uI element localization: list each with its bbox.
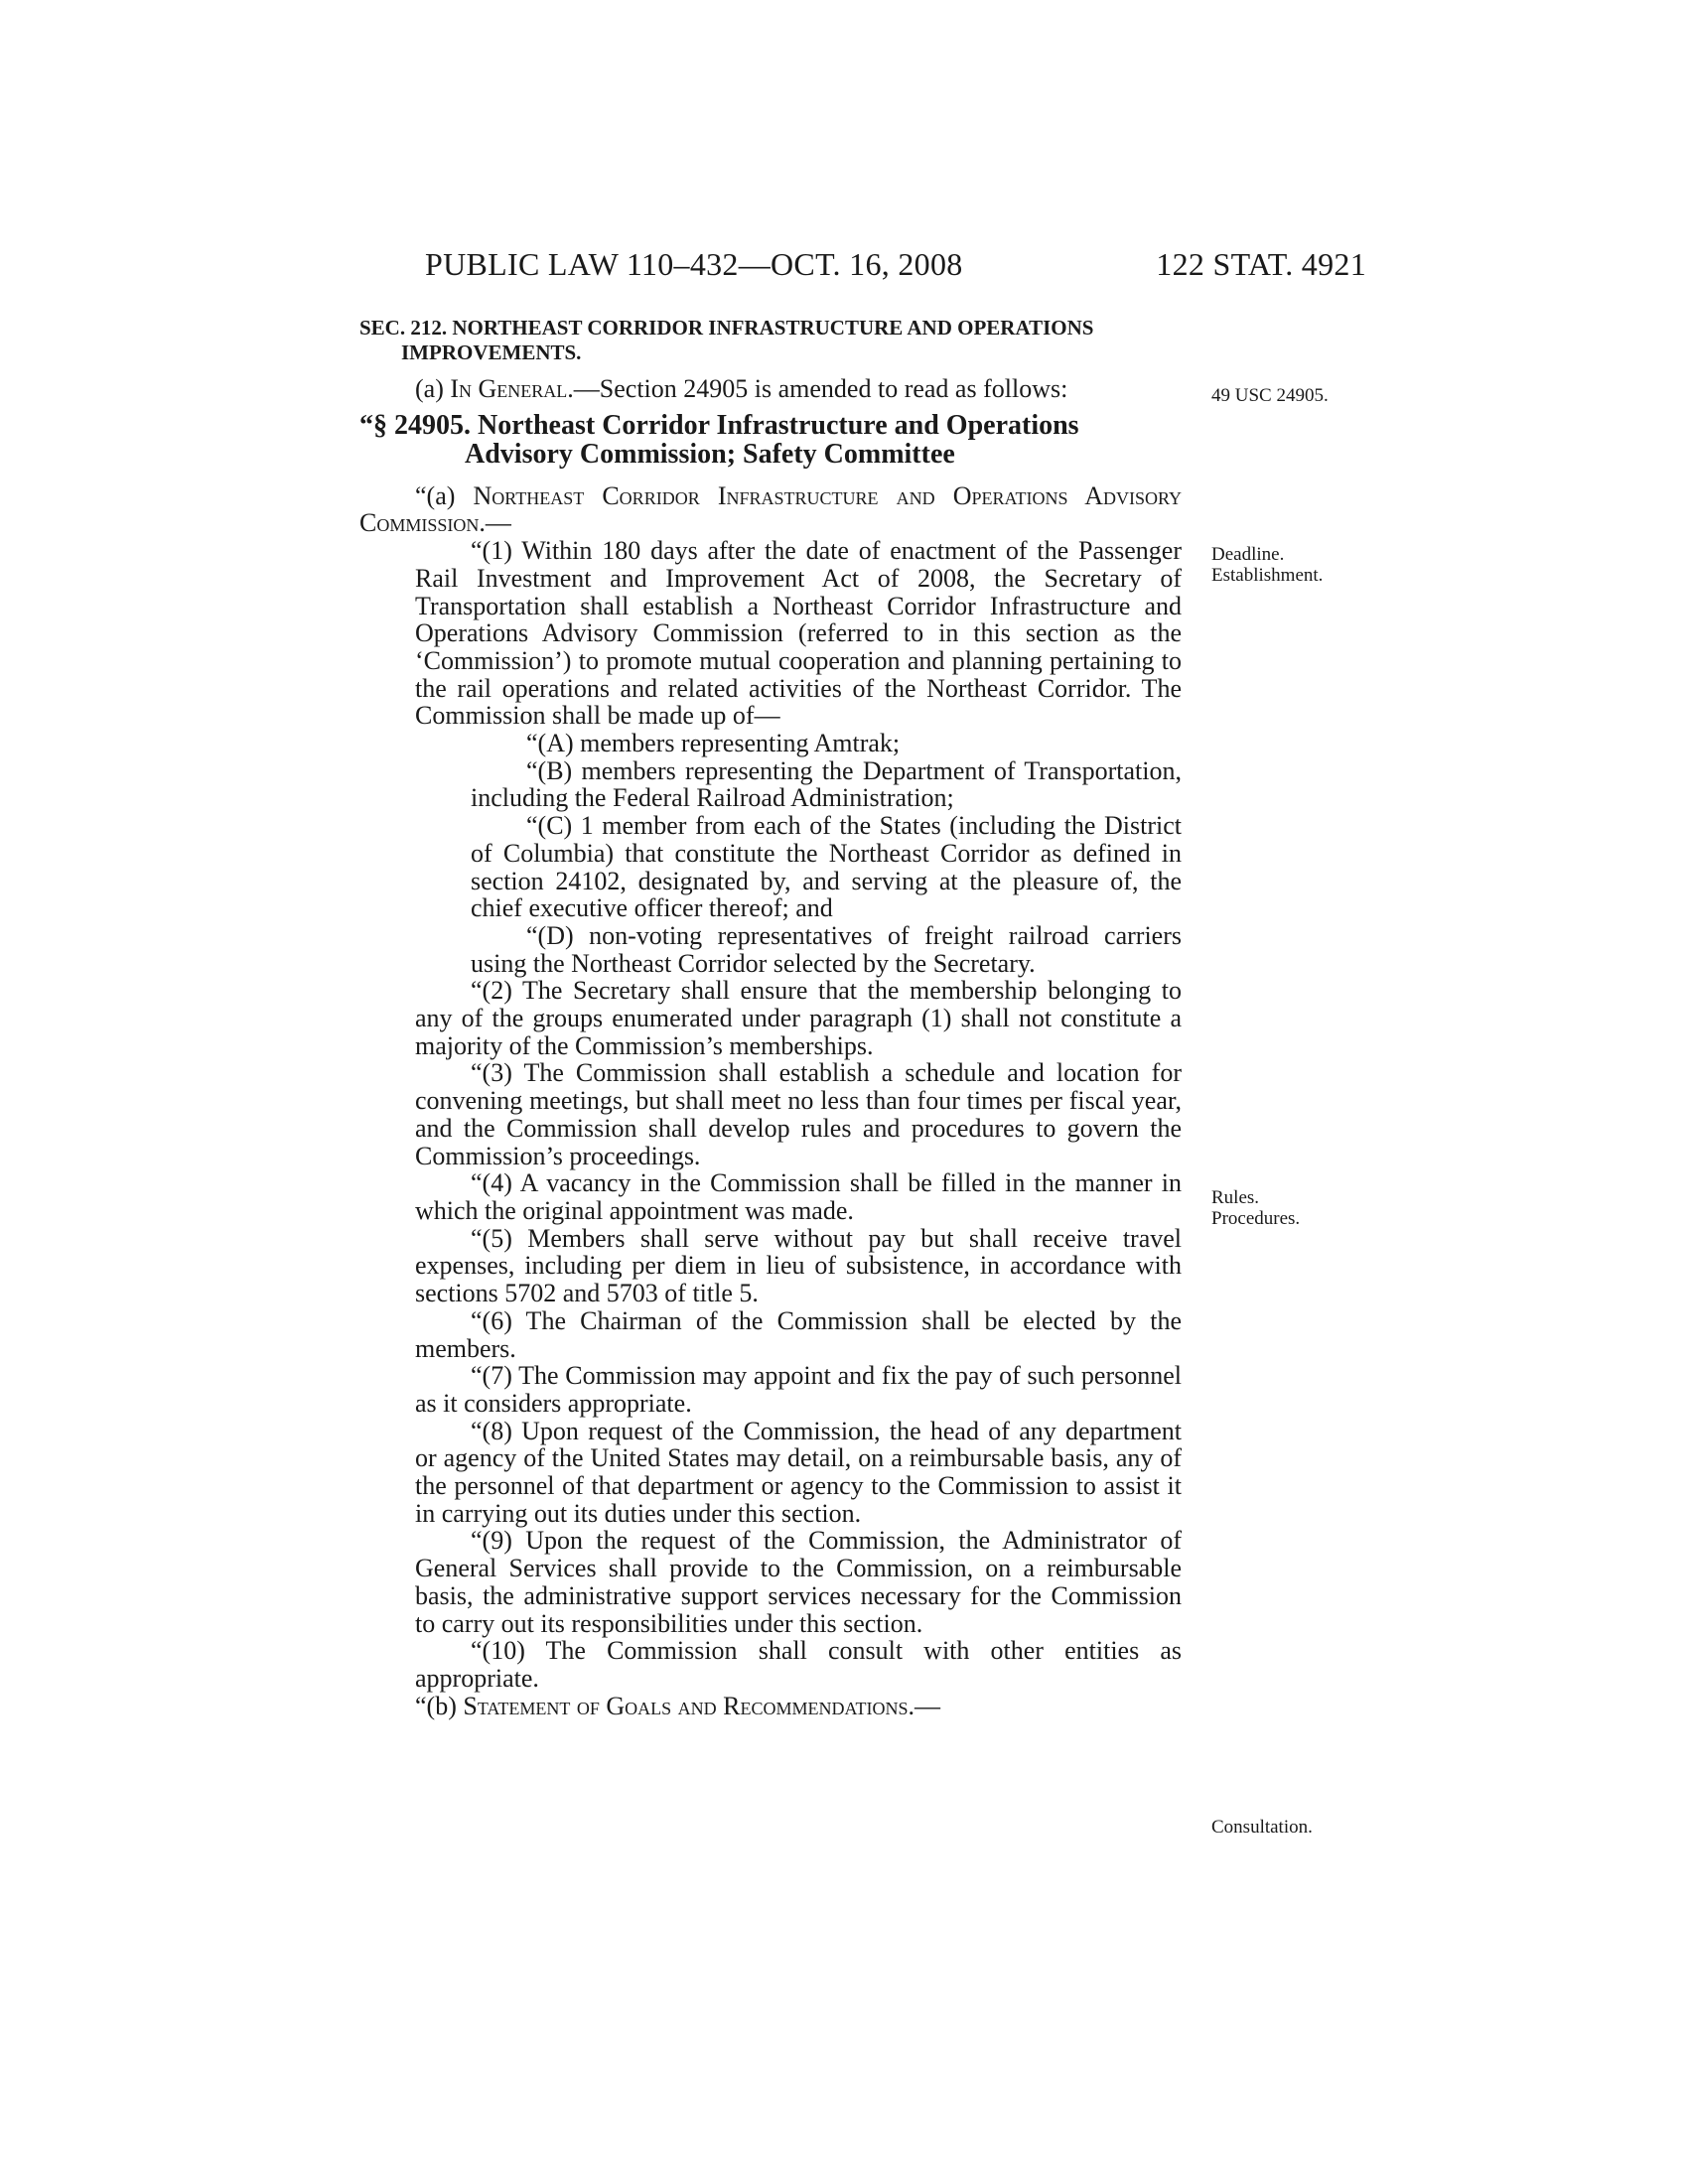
paragraph-1-A: “(A) members representing Amtrak;: [526, 729, 901, 758]
paragraph-2: “(2) The Secretary shall ensure that the membership belonging to any of the groups enumerated under paragraph (1) shall not constitute a majority of the Commission’s memberships.: [415, 976, 1182, 1060]
paragraph-3: “(3) The Commission shall establish a schedule and location for convening meetings, but shall meet no less than four times per fiscal year, and the Commission shall develop rules and procedures to govern the Commission’s proceedings.: [415, 1058, 1182, 1170]
paragraph-8: “(8) Upon request of the Commission, the head of any department or agency of the United States may detail, on a reimbursable basis, any of the personnel of that department or agency to the Commission to assist it in carrying out its duties under this section.: [415, 1416, 1182, 1528]
paragraph-6: “(6) The Chairman of the Commission shall be elected by the members.: [415, 1305, 1182, 1363]
paragraph-1-C: “(C) 1 member from each of the States (including the District of Columbia) that constitute the Northeast Corridor as defined in section 24102, designated by, and serving at the pleasure of, the chief executive officer thereof; and: [471, 811, 1182, 923]
subsection-a-general: (a) In General.—Section 24905 is amended to read as follows:: [415, 374, 1068, 403]
paragraph-1-B: “(B) members representing the Department of Transportation, including the Federal Railroad Administration;: [471, 755, 1182, 813]
paragraph-10: “(10) The Commission shall consult with other entities as appropriate.: [415, 1636, 1182, 1693]
paragraph-9: “(9) Upon the request of the Commission, the Administrator of General Services shall provide to the Commission, on a reimbursable basis, the administrative support services necessary for the Commission to carry out its responsibilities under this section.: [415, 1526, 1182, 1638]
amended-section-title: “§ 24905. Northeast Corridor Infrastructure and Operations Advisory Commission; Safety Committee: [359, 409, 1079, 470]
subsection-b-heading: “(b) Statement of Goals and Recommendations.—: [415, 1691, 940, 1720]
paragraph-5: “(5) Members shall serve without pay but shall receive travel expenses, including per diem in lieu of subsistence, in accordance with sections 5702 and 5703 of title 5.: [415, 1223, 1182, 1308]
margin-note-deadline: Deadline. Establishment.: [1211, 544, 1324, 586]
section-heading: SEC. 212. NORTHEAST CORRIDOR INFRASTRUCTURE AND OPERATIONS IMPROVEMENTS.: [359, 316, 1094, 364]
margin-note-consultation: Consultation.: [1211, 1817, 1313, 1838]
statute-page-number: 122 STAT. 4921: [1156, 246, 1366, 282]
margin-note-usc: 49 USC 24905.: [1211, 385, 1329, 406]
paragraph-4: “(4) A vacancy in the Commission shall be filled in the manner in which the original appointment was made.: [415, 1168, 1182, 1225]
margin-note-rules: Rules. Procedures.: [1211, 1187, 1301, 1229]
commission-heading: “(a) Northeast Corridor Infrastructure and Operations Advisory Commission.—: [359, 480, 1183, 538]
document-body: [359, 316, 1182, 1719]
public-law-citation: PUBLIC LAW 110–432—OCT. 16, 2008: [425, 246, 963, 282]
paragraph-7: “(7) The Commission may appoint and fix the pay of such personnel as it considers appropriate.: [415, 1361, 1182, 1418]
running-header: [298, 246, 1366, 286]
paragraph-1-D: “(D) non-voting representatives of freight railroad carriers using the Northeast Corridor selected by the Secretary.: [471, 920, 1182, 978]
paragraph-1: “(1) Within 180 days after the date of enactment of the Passenger Rail Investment and Improvement Act of 2008, the Secretary of Transportation shall establish a Northeast Corridor Infrastructure and Operations Advisory Commission (referred to in this section as the ‘Commission’) to promote mutual cooperation and planning pertaining to the rail operations and related activities of the Northeast Corridor. The Commission shall be made up of—: [415, 536, 1182, 731]
